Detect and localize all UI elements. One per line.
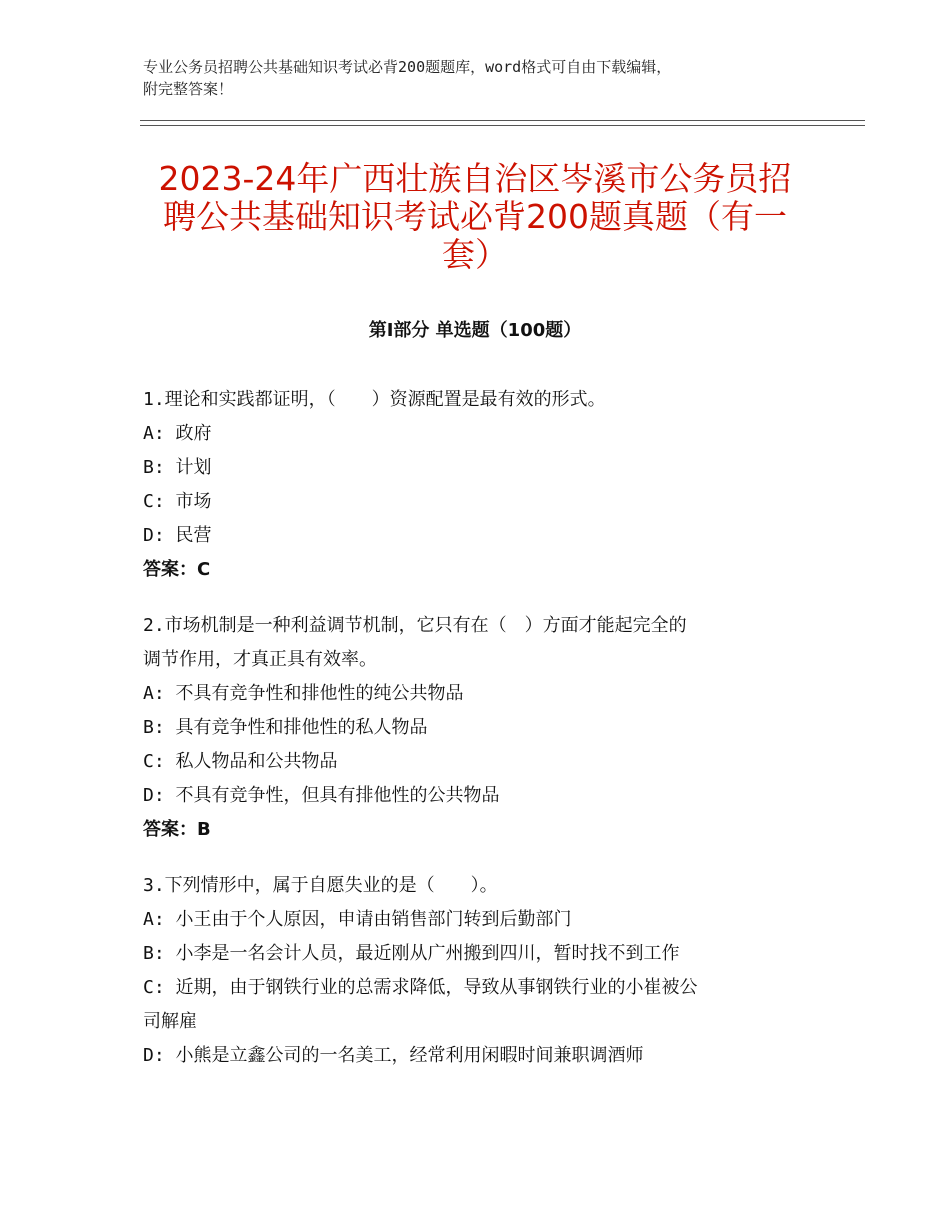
header-note-line-1: 专业公务员招聘公共基础知识考试必背200题题库，word格式可自由下载编辑， — [143, 58, 672, 76]
title-line-1: 2023-24年广西壮族自治区岑溪市公务员招 — [158, 159, 792, 198]
title-line-3: 套） — [442, 235, 508, 274]
option-a: A: 政府 — [143, 423, 212, 444]
document-title — [110, 160, 840, 274]
question-1 — [143, 383, 823, 587]
option-d: D: 不具有竞争性，但具有排他性的公共物品 — [143, 785, 500, 806]
question-2 — [143, 609, 823, 847]
option-b: B: 具有竞争性和排他性的私人物品 — [143, 717, 428, 738]
question-stem: 2.市场机制是一种利益调节机制，它只有在（ ）方面才能起完全的 — [143, 615, 687, 636]
header-note-line-2: 附完整答案！ — [143, 80, 234, 98]
question-stem: 1.理论和实践都证明，（ ）资源配置是最有效的形式。 — [143, 389, 606, 410]
header-divider — [140, 120, 865, 126]
option-b: B: 计划 — [143, 457, 212, 478]
option-c: C: 私人物品和公共物品 — [143, 751, 338, 772]
question-stem-continued: 调节作用，才真正具有效率。 — [143, 649, 377, 670]
option-a: A: 不具有竞争性和排他性的纯公共物品 — [143, 683, 464, 704]
option-d: D: 民营 — [143, 525, 212, 546]
answer: 答案：B — [143, 819, 211, 840]
question-3 — [143, 869, 823, 1073]
header-note — [143, 56, 823, 100]
title-line-2: 聘公共基础知识考试必背200题真题（有一 — [163, 197, 787, 236]
option-a: A: 小王由于个人原因，申请由销售部门转到后勤部门 — [143, 909, 572, 930]
question-stem: 3.下列情形中，属于自愿失业的是（ ）。 — [143, 875, 498, 896]
answer: 答案：C — [143, 559, 211, 580]
option-c: C: 近期，由于钢铁行业的总需求降低，导致从事钢铁行业的小崔被公 — [143, 977, 698, 998]
option-b: B: 小李是一名会计人员，最近刚从广州搬到四川，暂时找不到工作 — [143, 943, 680, 964]
option-c: C: 市场 — [143, 491, 212, 512]
option-d: D: 小熊是立鑫公司的一名美工，经常利用闲暇时间兼职调酒师 — [143, 1045, 644, 1066]
option-c-continued: 司解雇 — [143, 1011, 197, 1032]
question-list — [143, 383, 823, 1095]
section-title: 第Ⅰ部分 单选题（100题） — [368, 320, 582, 341]
